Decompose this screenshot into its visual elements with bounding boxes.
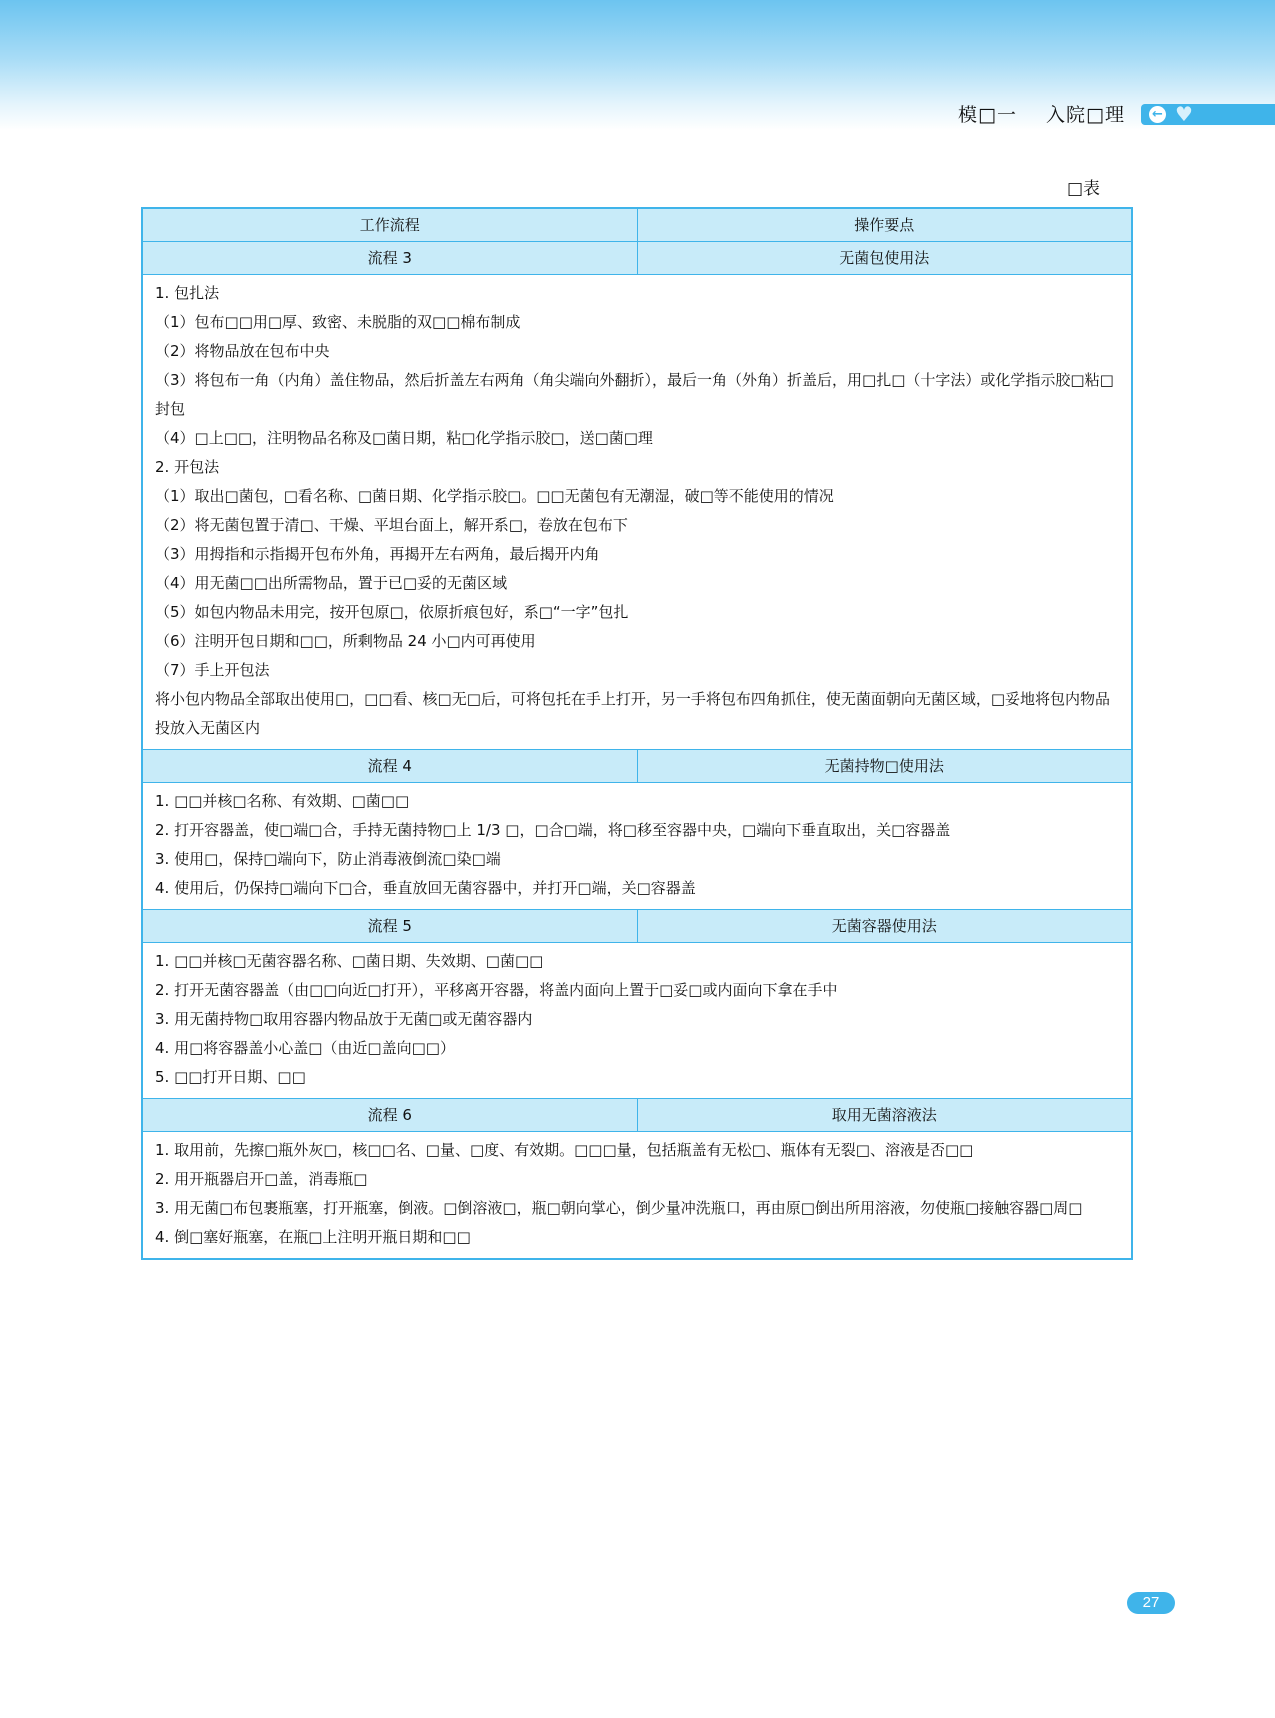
table-header-row	[143, 209, 1131, 242]
section-body	[143, 1132, 1131, 1258]
step-title: 无菌持物□使用法	[637, 750, 1132, 782]
step-label: 流程 4	[367, 757, 412, 775]
step-title: 取用无菌溶液法	[637, 1099, 1132, 1131]
column-header: 工作流程	[359, 216, 420, 234]
body-line: 1. □□并核□名称、有效期、□菌□□	[155, 792, 410, 810]
section-body	[143, 943, 1131, 1099]
body-line: 将小包内物品全部取出使用□，□□看、核□无□后，可将包托在手上打开，另一手将包布四角抓住，使无菌面朝向无菌区域，□妥地将包内物品投放入无菌区内	[155, 690, 1111, 737]
body-line: （4）□上□□，注明物品名称及□菌日期，粘□化学指示胶□，送□菌□理	[155, 429, 653, 447]
section-body	[143, 275, 1131, 750]
heart-icon: ♥	[1175, 102, 1193, 126]
body-line: 2. 打开容器盖，使□端□合，手持无菌持物□上 1/3 □，□合□端，将□移至容器中央，□端向下垂直取出，关□容器盖	[155, 821, 951, 839]
body-line: 1. 包扎法	[155, 284, 220, 302]
body-line: 4. 使用后，仍保持□端向下□合，垂直放回无菌容器中，并打开□端，关□容器盖	[155, 879, 696, 897]
arrow-left-icon: ←	[1149, 106, 1166, 123]
section-header-row	[143, 1099, 1131, 1132]
body-line: 2. 打开无菌容器盖（由□□向近□打开），平移离开容器，将盖内面向上置于□妥□或内面向下拿在手中	[155, 981, 838, 999]
body-line: 2. 用开瓶器启开□盖，消毒瓶□	[155, 1170, 368, 1188]
body-line: （2）将无菌包置于清□、干燥、平坦台面上，解开系□，卷放在包布下	[155, 516, 628, 534]
procedure-table	[141, 207, 1133, 1260]
step-label: 流程 3	[367, 249, 412, 267]
body-line: 4. 倒□塞好瓶塞，在瓶□上注明开瓶日期和□□	[155, 1228, 471, 1246]
body-line: 4. 用□将容器盖小心盖□（由近□盖向□□）	[155, 1039, 455, 1057]
page-number: 27	[1127, 1592, 1175, 1614]
table-caption: □表	[1066, 179, 1100, 199]
body-line: 3. 用无菌持物□取用容器内物品放于无菌□或无菌容器内	[155, 1010, 533, 1028]
body-line: （1）取出□菌包，□看名称、□菌日期、化学指示胶□。□□无菌包有无潮湿，破□等不能使用的情况	[155, 487, 834, 505]
body-line: （7）手上开包法	[155, 661, 270, 679]
body-line: （1）包布□□用□厚、致密、未脱脂的双□□棉布制成	[155, 313, 521, 331]
body-line: 3. 使用□，保持□端向下，防止消毒液倒流□染□端	[155, 850, 501, 868]
step-label: 流程 5	[367, 917, 412, 935]
body-line: （2）将物品放在包布中央	[155, 342, 330, 360]
section-header-row	[143, 242, 1131, 275]
section-header-row	[143, 910, 1131, 943]
body-line: （6）注明开包日期和□□，所剩物品 24 小□内可再使用	[155, 632, 536, 650]
body-line: 5. □□打开日期、□□	[155, 1068, 306, 1086]
step-title: 无菌容器使用法	[637, 910, 1132, 942]
step-title: 无菌包使用法	[637, 242, 1132, 274]
body-line: 1. □□并核□无菌容器名称、□菌日期、失效期、□菌□□	[155, 952, 544, 970]
body-line: （3）用拇指和示指揭开包布外角，再揭开左右两角，最后揭开内角	[155, 545, 600, 563]
module-label: 模□一	[958, 104, 1017, 126]
chapter-label: 入院□理	[1046, 104, 1125, 126]
body-line: 2. 开包法	[155, 458, 220, 476]
body-line: 1. 取用前，先擦□瓶外灰□，核□□名、□量、□度、有效期。□□□量，包括瓶盖有无松□、瓶体有无裂□、溶液是否□□	[155, 1141, 974, 1159]
body-line: （3）将包布一角（内角）盖住物品，然后折盖左右两角（角尖端向外翻折），最后一角（外角）折盖后，用□扎□（十字法）或化学指示胶□粘□封包	[155, 371, 1114, 418]
column-header: 操作要点	[637, 209, 1132, 241]
body-line: （5）如包内物品未用完，按开包原□，依原折痕包好，系□“一字”包扎	[155, 603, 629, 621]
body-line: 3. 用无菌□布包裹瓶塞，打开瓶塞，倒液。□倒溶液□，瓶□朝向掌心，倒少量冲洗瓶口，再由原□倒出所用溶液，勿使瓶□接触容器□周□	[155, 1199, 1083, 1217]
header-tab	[1141, 104, 1275, 125]
section-header-row	[143, 750, 1131, 783]
body-line: （4）用无菌□□出所需物品，置于已□妥的无菌区域	[155, 574, 508, 592]
section-body	[143, 783, 1131, 910]
running-header	[958, 100, 1125, 127]
step-label: 流程 6	[367, 1106, 412, 1124]
